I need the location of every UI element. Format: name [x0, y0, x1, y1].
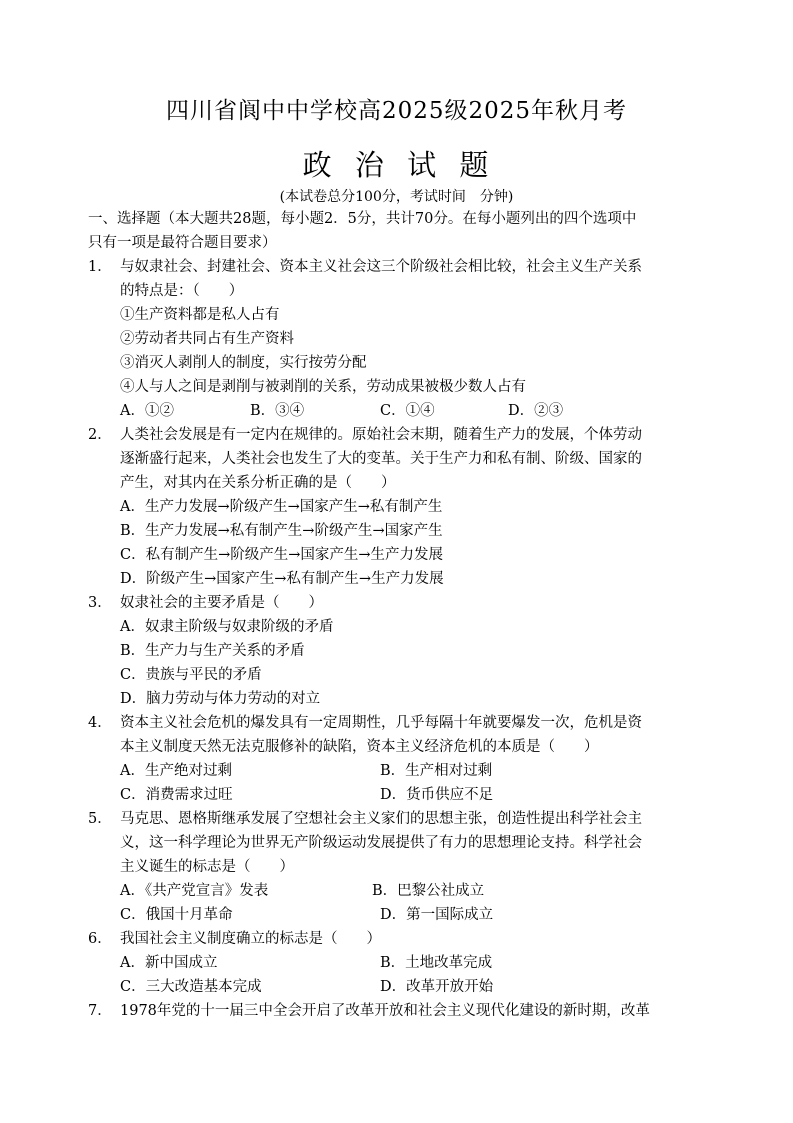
question-3-option-d: D．脑力劳动与体力劳动的对立	[120, 691, 321, 707]
question-2-stem-line-2: 逐渐盛行起来，人类社会也发生了大的变革。关于生产力和私有制、阶级、国家的	[120, 451, 642, 467]
question-4-option-a: A．生产绝对过剩	[120, 763, 232, 779]
question-1-statement-2: ②劳动者共同占有生产资料	[120, 331, 294, 347]
question-6-option-b: B．土地改革完成	[380, 955, 493, 971]
exam-title: 四川省阆中中学校高2025级2025年秋月考	[165, 98, 628, 124]
question-5-stem-line-2: 义，这一科学理论为世界无产阶级运动发展提供了有力的思想理论支持。科学社会	[120, 835, 642, 851]
question-5-option-a: A．《共产党宣言》发表	[120, 883, 269, 899]
question-6-stem-line-1: 我国社会主义制度确立的标志是（ ）	[120, 931, 381, 947]
question-1-option-c: C．①④	[380, 403, 435, 419]
question-5-stem-line-3: 主义诞生的标志是（ ）	[120, 859, 294, 875]
question-4-option-d: D．货币供应不足	[380, 787, 494, 803]
question-5-option-d: D．第一国际成立	[380, 907, 494, 923]
question-1-number: 1．	[88, 259, 112, 275]
question-3-stem-line-1: 奴隶社会的主要矛盾是（ ）	[120, 595, 323, 611]
question-7-number: 7．	[88, 1003, 112, 1019]
question-2-option-a: A．生产力发展→阶级产生→国家产生→私有制产生	[120, 499, 443, 515]
question-4-number: 4．	[88, 715, 112, 731]
question-2-stem-line-3: 产生，对其内在关系分析正确的是（ ）	[120, 475, 396, 491]
question-4-option-b: B．生产相对过剩	[380, 763, 493, 779]
question-4-option-c: C．消费需求过旺	[120, 787, 233, 803]
question-1-option-b: B．③④	[250, 403, 305, 419]
question-5-option-b: B．巴黎公社成立	[372, 883, 485, 899]
question-6-number: 6．	[88, 931, 112, 947]
question-1-option-a: A．①②	[120, 403, 174, 419]
question-2-stem-line-1: 人类社会发展是有一定内在规律的。原始社会末期，随着生产力的发展，个体劳动	[120, 427, 642, 443]
question-2-option-d: D．阶级产生→国家产生→私有制产生→生产力发展	[120, 571, 444, 587]
question-3-number: 3．	[88, 595, 112, 611]
question-1-statement-4: ④人与人之间是剥削与被剥削的关系，劳动成果被极少数人占有	[120, 379, 526, 395]
question-3-option-a: A．奴隶主阶级与奴隶阶级的矛盾	[120, 619, 334, 635]
question-6-option-c: C．三大改造基本完成	[120, 979, 262, 995]
question-6-option-d: D．改革开放开始	[380, 979, 494, 995]
question-1-stem-line-1: 与奴隶社会、封建社会、资本主义社会这三个阶级社会相比较，社会主义生产关系	[120, 259, 642, 275]
question-7-stem-line-1: 1978年党的十一届三中全会开启了改革开放和社会主义现代化建设的新时期，改革	[120, 1003, 650, 1019]
question-1-option-d: D．②③	[508, 403, 564, 419]
subject-title: 政 治 试 题	[302, 148, 491, 182]
question-4-stem-line-1: 资本主义社会危机的爆发具有一定周期性，几乎每隔十年就要爆发一次，危机是资	[120, 715, 642, 731]
question-6-option-a: A．新中国成立	[120, 955, 218, 971]
question-2-number: 2．	[88, 427, 112, 443]
question-3-option-b: B．生产力与生产关系的矛盾	[120, 643, 305, 659]
exam-note: (本试卷总分100分，考试时间 分钟)	[279, 189, 514, 205]
question-1-statement-3: ③消灭人剥削人的制度，实行按劳分配	[120, 355, 367, 371]
question-2-option-c: C．私有制产生→阶级产生→国家产生→生产力发展	[120, 547, 444, 563]
question-5-option-c: C．俄国十月革命	[120, 907, 233, 923]
section-heading-line-1: 一、选择题（本大题共28题，每小题2．5分，共计70分。在每小题列出的四个选项中	[88, 211, 637, 227]
question-4-stem-line-2: 本主义制度天然无法克服修补的缺陷，资本主义经济危机的本质是（ ）	[120, 739, 599, 755]
question-3-option-c: C．贵族与平民的矛盾	[120, 667, 262, 683]
question-5-number: 5．	[88, 811, 112, 827]
section-heading-line-2: 只有一项是最符合题目要求）	[88, 235, 277, 251]
question-5-stem-line-1: 马克思、恩格斯继承发展了空想社会主义家们的思想主张，创造性提出科学社会主	[120, 811, 642, 827]
question-2-option-b: B．生产力发展→私有制产生→阶级产生→国家产生	[120, 523, 443, 539]
question-1-statement-1: ①生产资料都是私人占有	[120, 307, 280, 323]
question-1-stem-line-2: 的特点是：（ ）	[120, 283, 244, 299]
